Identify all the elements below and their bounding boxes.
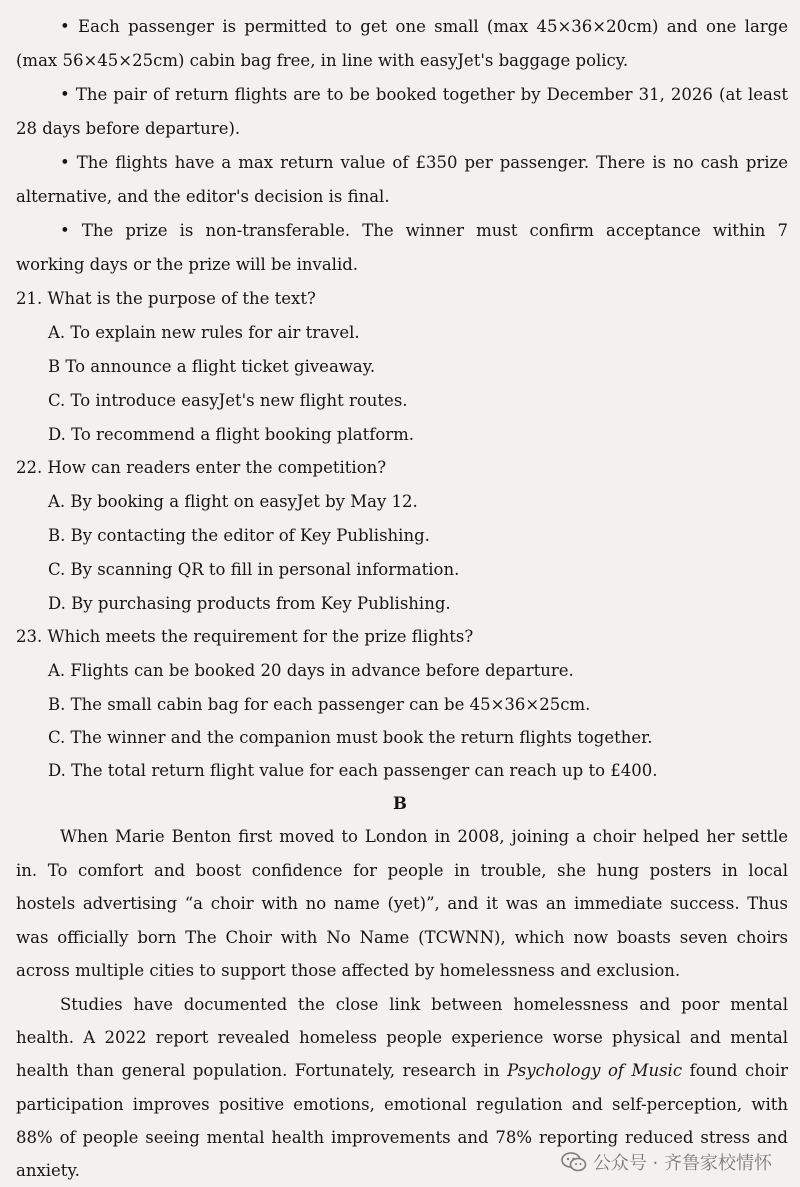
para1-line-3: hostels advertising “a choir with no name (yet)”, and it was an immediate success. Thus: [16, 894, 788, 913]
question-23-option-c: C. The winner and the companion must book the return flights together.: [48, 728, 653, 747]
para2-line-3: [0, 1060, 800, 1082]
question-22-option-a: A. By booking a flight on easyJet by May 12.: [48, 492, 418, 511]
wechat-icon: [561, 1152, 587, 1172]
question-21-option-c: C. To introduce easyJet's new flight routes.: [48, 391, 408, 410]
journal-title: Psychology of Music: [507, 1061, 683, 1080]
para2-line-4: participation improves positive emotions, emotional regulation and self-perception, with: [16, 1095, 788, 1114]
section-b-heading: B: [393, 794, 407, 813]
bullet-2-line-1: • The pair of return flights are to be booked together by December 31, 2026 (at least: [60, 85, 788, 104]
question-22-option-d: D. By purchasing products from Key Publishing.: [48, 594, 451, 613]
para1-line-4: was officially born The Choir with No Name (TCWNN), which now boasts seven choirs: [16, 928, 788, 947]
question-23-option-d: D. The total return flight value for each passenger can reach up to £400.: [48, 761, 658, 780]
question-23-stem: 23. Which meets the requirement for the prize flights?: [16, 627, 474, 646]
para2-line-2: health. A 2022 report revealed homeless people experience worse physical and mental: [16, 1028, 788, 1047]
question-23-option-b: B. The small cabin bag for each passenger can be 45×36×25cm.: [48, 695, 591, 714]
para1-line-1: When Marie Benton first moved to London in 2008, joining a choir helped her settle: [60, 827, 788, 846]
bullet-2-line-2: 28 days before departure).: [16, 119, 241, 138]
para1-line-5: across multiple cities to support those affected by homelessness and exclusion.: [16, 961, 681, 980]
question-21-stem: 21. What is the purpose of the text?: [16, 289, 316, 308]
bullet-4-line-1: • The prize is non-transferable. The winner must confirm acceptance within 7: [60, 221, 788, 240]
question-22-stem: 22. How can readers enter the competition?: [16, 458, 387, 477]
bullet-1-line-1: • Each passenger is permitted to get one small (max 45×36×20cm) and one large: [60, 17, 788, 36]
para2-line-3-after: found choir: [682, 1061, 788, 1080]
para2-line-6: anxiety.: [16, 1161, 80, 1180]
question-21-option-b: B To announce a flight ticket giveaway.: [48, 357, 376, 376]
question-22-option-c: C. By scanning QR to fill in personal information.: [48, 560, 460, 579]
para2-line-3-before: health than general population. Fortunately, research in: [16, 1061, 508, 1080]
para2-line-5: 88% of people seeing mental health improvements and 78% reporting reduced stress and: [16, 1128, 788, 1147]
bullet-3-line-1: • The flights have a max return value of £350 per passenger. There is no cash prize: [60, 153, 788, 172]
para1-line-2: in. To comfort and boost confidence for people in trouble, she hung posters in local: [16, 861, 788, 880]
wechat-watermark: [561, 1149, 772, 1175]
bullet-3-line-2: alternative, and the editor's decision is final.: [16, 187, 390, 206]
bullet-1-line-2: (max 56×45×25cm) cabin bag free, in line with easyJet's baggage policy.: [16, 51, 629, 70]
question-22-option-b: B. By contacting the editor of Key Publishing.: [48, 526, 430, 545]
question-21-option-d: D. To recommend a flight booking platform.: [48, 425, 415, 444]
question-23-option-a: A. Flights can be booked 20 days in advance before departure.: [48, 661, 574, 680]
watermark-text: 公众号 · 齐鲁家校情怀: [592, 1153, 772, 1174]
question-21-option-a: A. To explain new rules for air travel.: [48, 323, 360, 342]
bullet-4-line-2: working days or the prize will be invalid.: [16, 255, 359, 274]
para2-line-1: Studies have documented the close link between homelessness and poor mental: [60, 995, 788, 1014]
